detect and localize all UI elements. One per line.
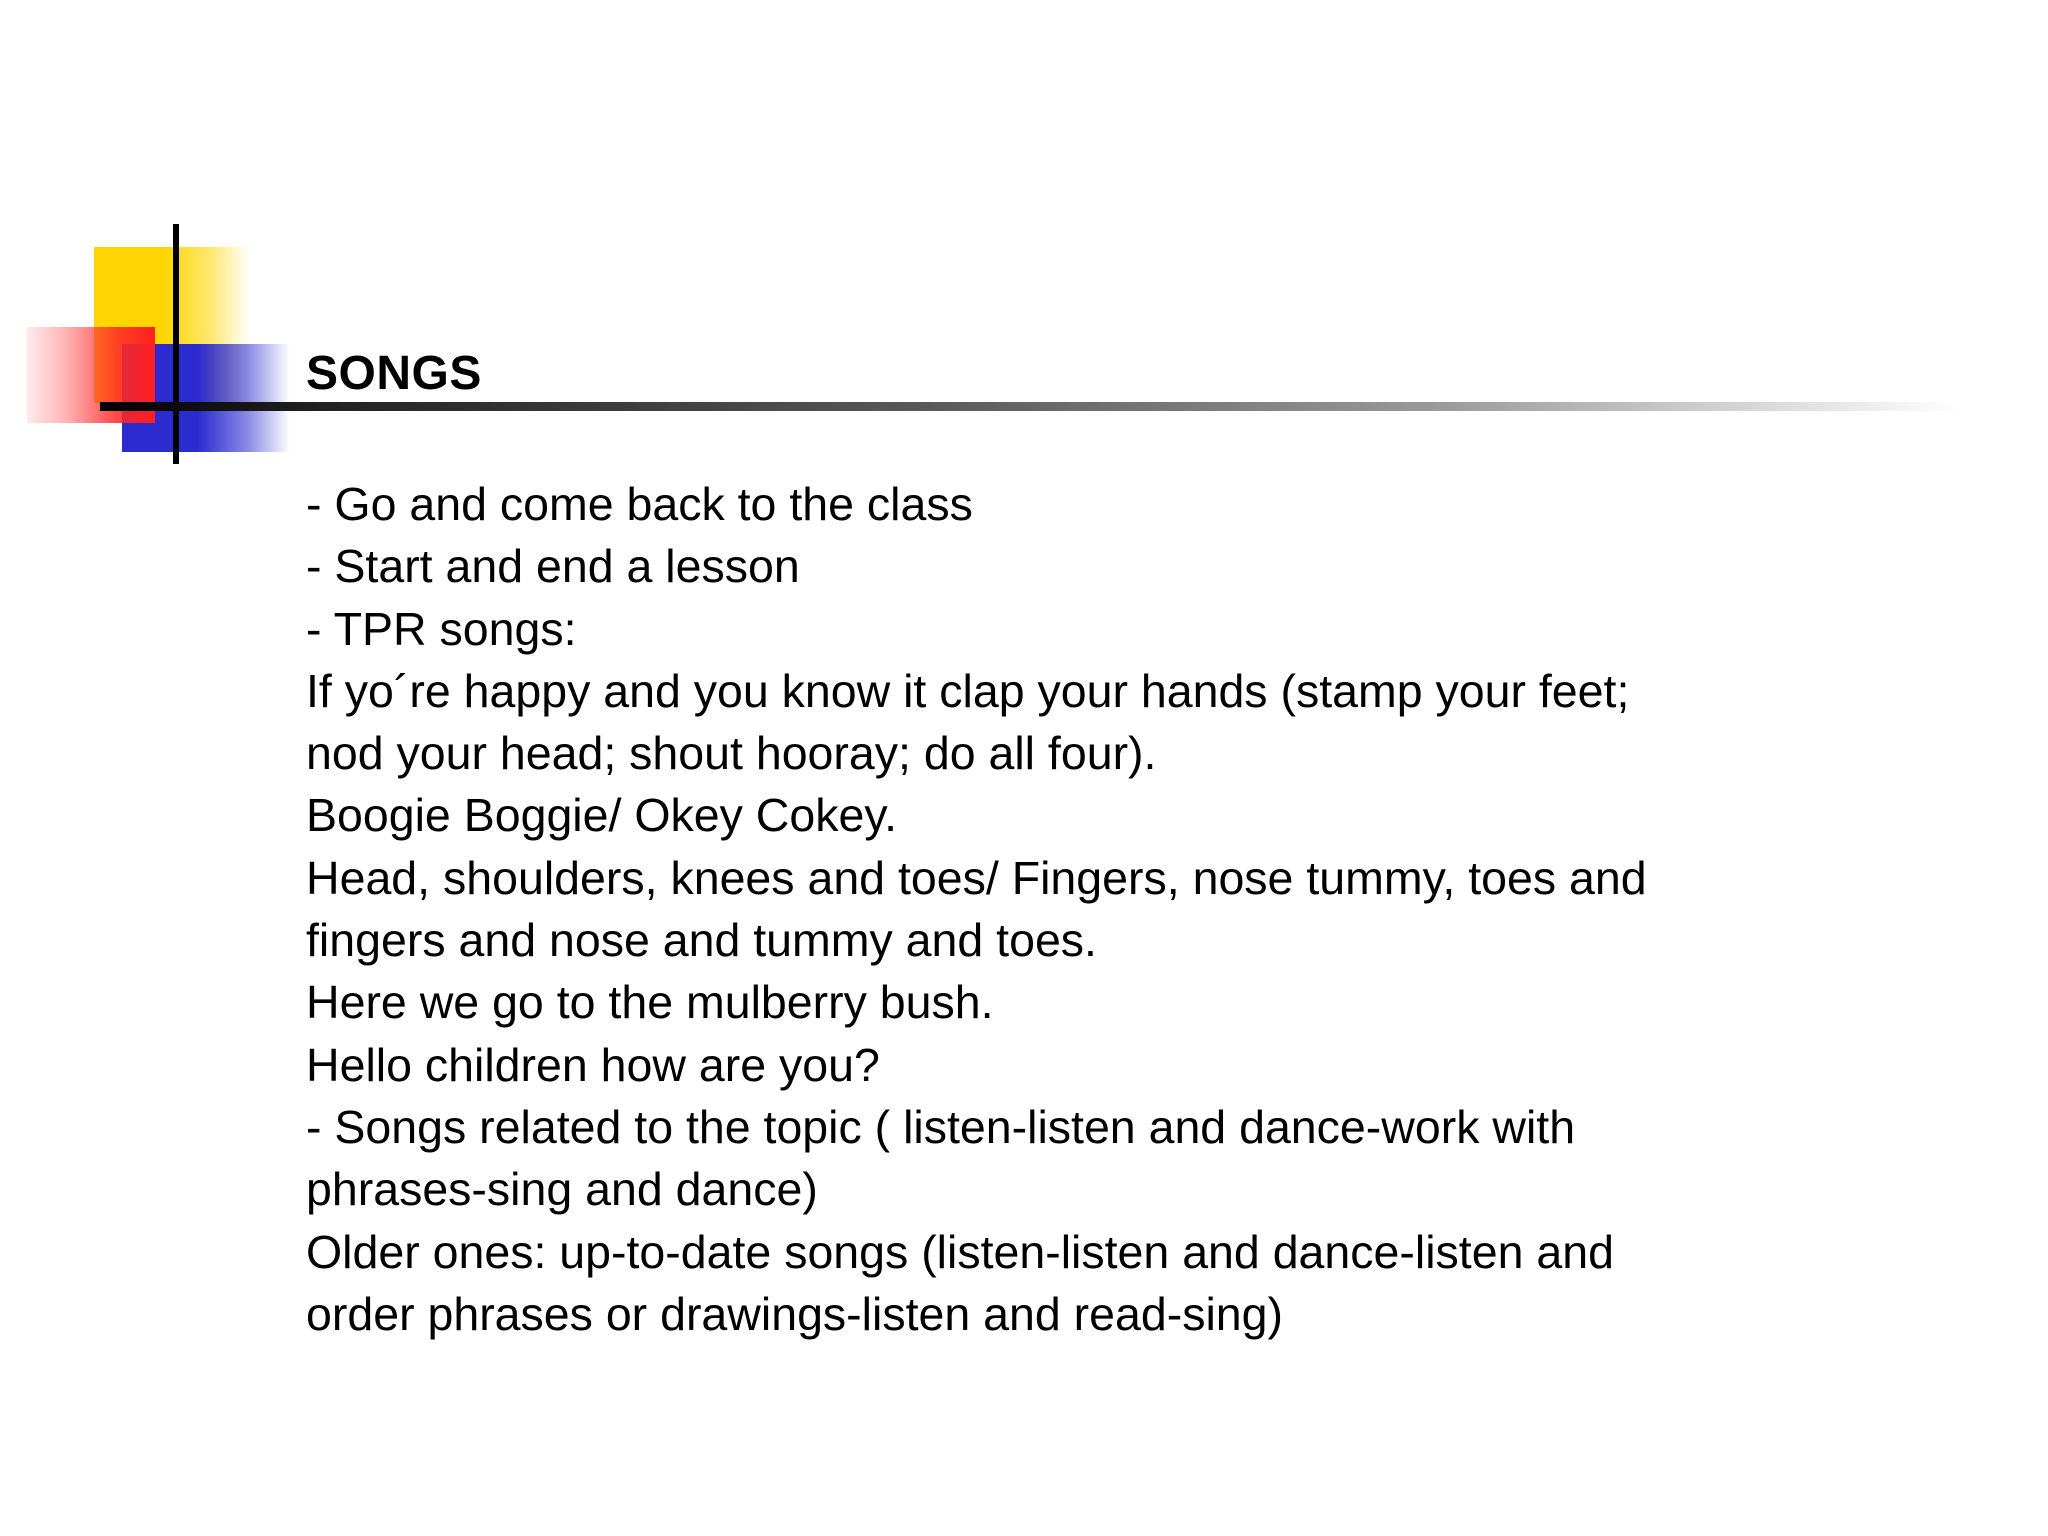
body-line: - TPR songs: <box>306 602 577 655</box>
body-line: fingers and nose and tummy and toes. <box>306 914 1097 967</box>
body-line: Head, shoulders, knees and toes/ Fingers, nose tummy, toes and <box>306 851 1647 904</box>
body-line: phrases-sing and dance) <box>306 1163 818 1216</box>
body-line: - Go and come back to the class <box>306 478 973 530</box>
body-line: nod your head; shout hooray; do all four). <box>306 727 1157 780</box>
slide-body <box>306 473 1886 1345</box>
body-line: - Songs related to the topic ( listen-listen and dance-work with <box>306 1100 1576 1153</box>
body-line: - Start and end a lesson <box>306 540 800 593</box>
body-line: If yo´re happy and you know it clap your hands (stamp your feet; <box>306 664 1630 717</box>
vertical-accent-line <box>173 224 179 464</box>
body-line: Here we go to the mulberry bush. <box>306 976 994 1029</box>
body-line: order phrases or drawings-listen and read-sing) <box>306 1287 1283 1340</box>
body-line: Hello children how are you? <box>306 1038 880 1091</box>
body-line: Boogie Boggie/ Okey Cokey. <box>306 789 898 842</box>
body-line: Older ones: up-to-date songs (listen-listen and dance-listen and <box>306 1225 1614 1278</box>
slide-title: SONGS <box>306 347 482 400</box>
title-underline-rule <box>100 402 1960 411</box>
